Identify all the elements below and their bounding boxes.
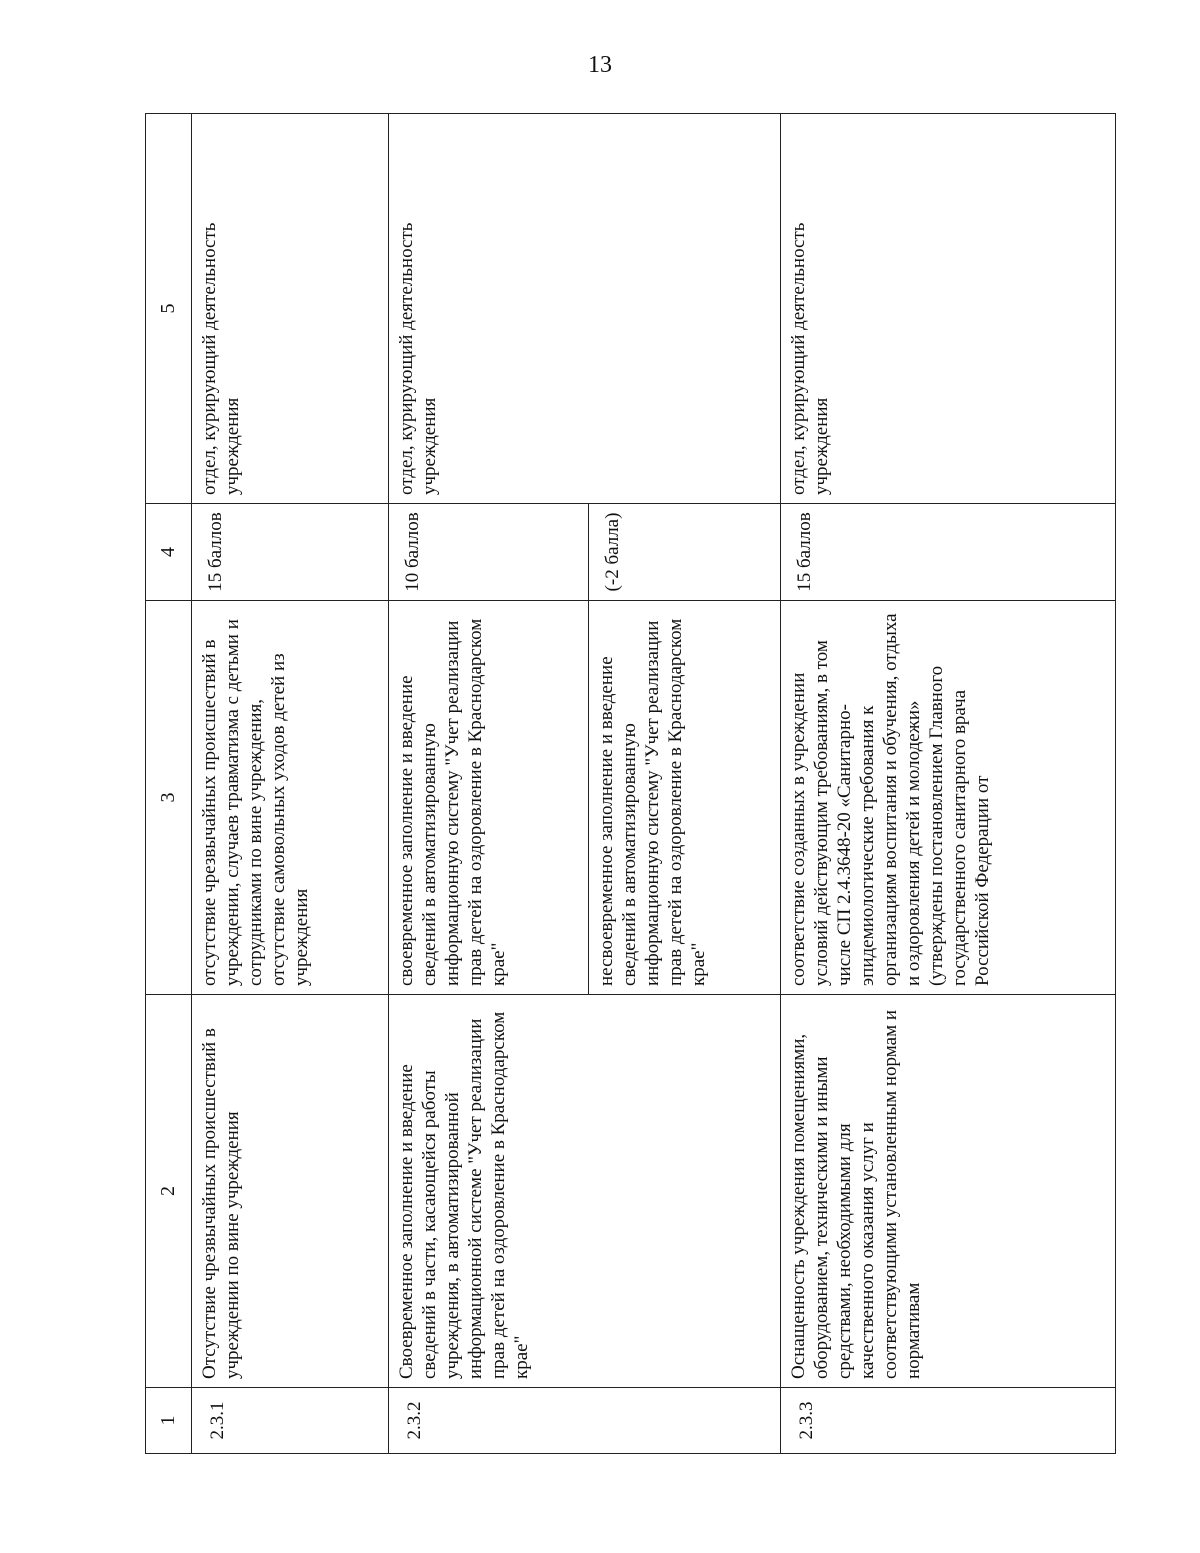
sub-criterion-cell: несвоевременное заполнение и введение сведений в автоматизированную информационную систему "Учет реализации прав детей на оздоровление в Краснодарском крае" [589,601,781,995]
rotated-table-container [145,114,1115,1454]
header-row [146,114,192,1454]
header-col-5: 5 [146,114,192,504]
sub-points-cell: (-2 балла) [589,504,781,601]
criterion-cell: соответствие созданных в учреждении условий действующим требованиям, в том числе СП 2.4.3648-20 «Санитарно-эпидемиологические требования к организациям воспитания и обучения, отдыха и оздоровления детей и молодежи» (утверждены постановлением Главного государственного санитарного врача Российской Федерации от [781,601,1116,995]
points-cell: 15 баллов [192,504,389,601]
row-number: 2.3.1 [192,1388,389,1454]
indicator-cell: Оснащенность учреждения помещениями, оборудованием, техническими и иными средствами, необходимыми для качественного оказания услуг и соответствующими установленным нормам и нормативам [781,995,1116,1388]
criteria-table [145,113,1116,1454]
table-row [781,114,1116,1454]
criterion-cell: своевременное заполнение и введение сведений в автоматизированную информационную систему "Учет реализации прав детей на оздоровление в Краснодарском крае" [389,601,589,995]
points-cell: 10 баллов [389,504,589,601]
header-col-3: 3 [146,601,192,995]
responsible-cell: отдел, курирующий деятельность учреждения [192,114,389,504]
header-col-2: 2 [146,995,192,1388]
indicator-cell: Своевременное заполнение и введение сведений в части, касающейся работы учреждения, в автоматизированной информационной системе "Учет реализации прав детей на оздоровление в Краснодарском крае" [389,995,781,1388]
table-row [192,114,389,1454]
header-col-4: 4 [146,504,192,601]
indicator-cell: Отсутствие чрезвычайных происшествий в учреждении по вине учреждения [192,995,389,1388]
responsible-cell: отдел, курирующий деятельность учреждения [389,114,781,504]
header-col-1: 1 [146,1388,192,1454]
row-number: 2.3.3 [781,1388,1116,1454]
row-number: 2.3.2 [389,1388,781,1454]
points-cell: 15 баллов [781,504,1116,601]
table-row [389,114,589,1454]
responsible-cell: отдел, курирующий деятельность учреждения [781,114,1116,504]
page-number: 13 [588,52,612,78]
criterion-cell: отсутствие чрезвычайных происшествий в учреждении, случаев травматизма с детьми и сотрудниками по вине учреждения, отсутствие самовольных уходов детей из учреждения [192,601,389,995]
